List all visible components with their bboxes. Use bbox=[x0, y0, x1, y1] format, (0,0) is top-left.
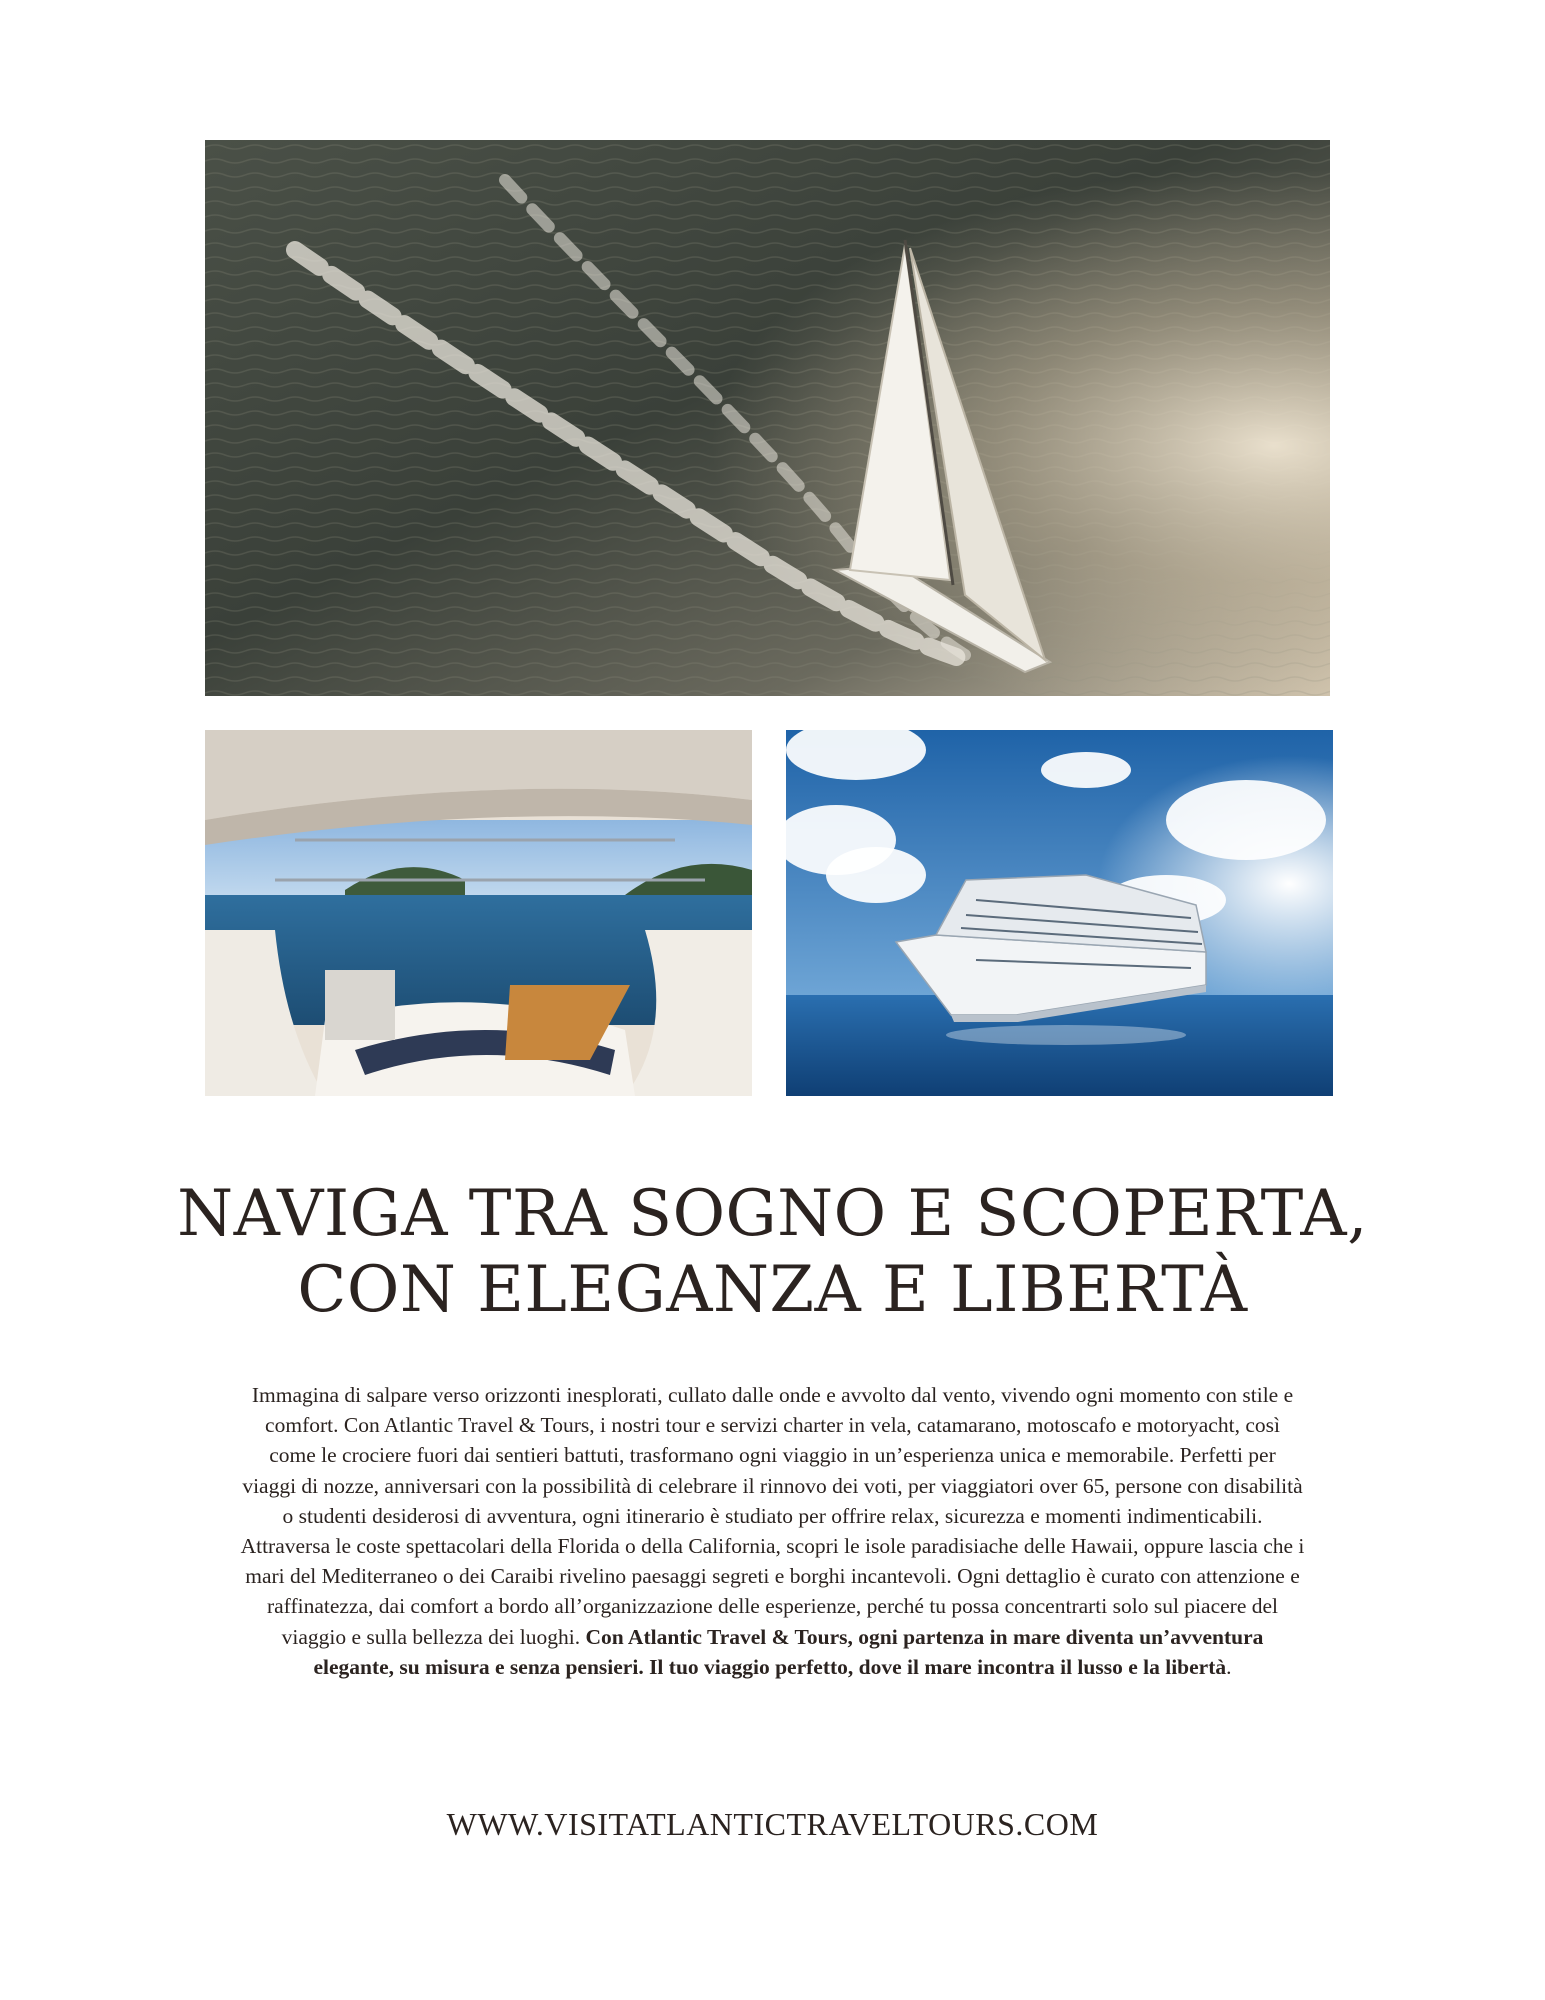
sailboat-illustration bbox=[205, 140, 1330, 696]
sailboat-aerial-photo bbox=[205, 140, 1330, 696]
headline-line-1: NAVIGA TRA SOGNO E SCOPERTA, bbox=[177, 1177, 1368, 1251]
yacht-deck-photo bbox=[205, 730, 752, 1096]
page-headline bbox=[150, 1176, 1395, 1328]
cruise-ship-illustration bbox=[786, 730, 1333, 1096]
body-ending: . bbox=[1226, 1654, 1232, 1679]
headline-line-2: CON ELEGANZA E LIBERTÀ bbox=[297, 1253, 1248, 1327]
body-highlight: Con Atlantic Travel & Tours, ogni partenza in mare diventa un’avventura elegante, su misura e senza pensieri. Il tuo viaggio perfetto, dove il mare incontra il lusso e la libertà bbox=[313, 1624, 1264, 1679]
website-url: WWW.VISITATLANTICTRAVELTOURS.COM bbox=[446, 1806, 1099, 1842]
body-intro: Immagina di salpare verso orizzonti inesplorati, cullato dalle onde e avvolto dal vento, vivendo ogni momento con stile e comfort. Con Atlantic Travel & Tours, i nostri tour e servizi charter in vela, catamarano, motoscafo e motoryacht, così come le crociere fuori dai sentieri battuti, trasformano ogni viaggio in un’esperienza unica e memorabile. Perfetti per viaggi di nozze, anniversari con la possibilità di celebrare il rinnovo dei voti, per viaggiatori over 65, persone con disabilità o studenti desiderosi di avventura, ogni itinerario è studiato per offrire relax, sicurezza e momenti indimenticabili. Attraversa le coste spettacolari della Florida o della California, scopri le isole paradisiache delle Hawaii, oppure lascia che i mari del Mediterraneo o dei Caraibi rivelino paesaggi segreti e borghi incantevoli. Ogni dettaglio è curato con attenzione e raffinatezza, dai comfort a bordo all’organizzazione delle esperienze, perché tu possa concentrarti solo sul piacere del viaggio e sulla bellezza dei luoghi. bbox=[240, 1383, 1305, 1649]
cruise-ship-photo bbox=[786, 730, 1333, 1096]
yacht-deck-illustration bbox=[205, 730, 752, 1096]
body-paragraph bbox=[240, 1380, 1305, 1682]
